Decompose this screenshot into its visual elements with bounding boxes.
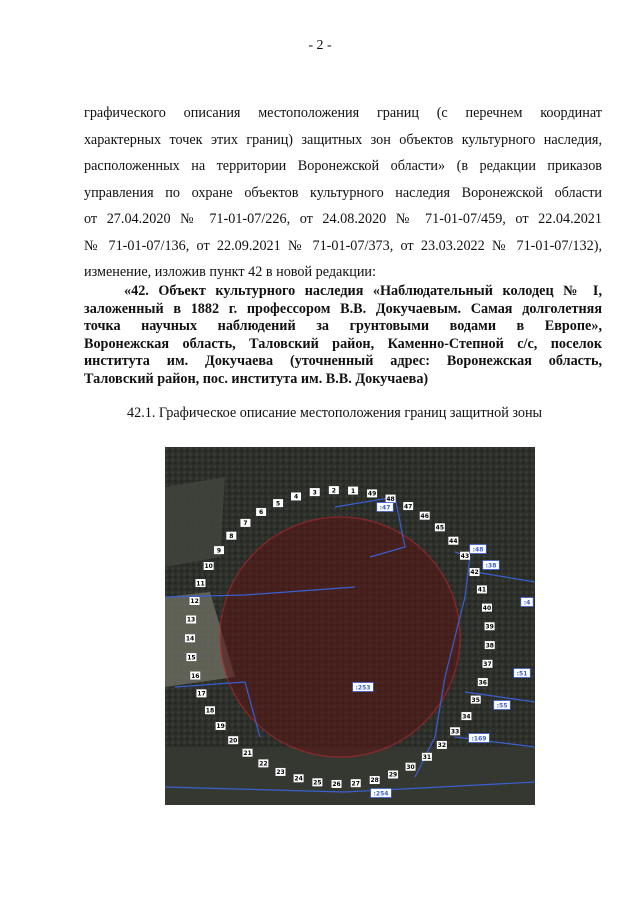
text-line: графического описания местоположения границ (с перечнем координат — [84, 105, 602, 121]
point-label — [310, 488, 320, 496]
point-label — [243, 749, 253, 757]
svg-text:38: 38 — [485, 642, 494, 650]
point-label — [460, 552, 470, 560]
text-line: расположенных на территории Воронежской области» (в редакции приказов — [84, 158, 602, 174]
svg-text:42: 42 — [470, 569, 479, 577]
svg-text::4: :4 — [523, 599, 531, 607]
svg-text:22: 22 — [259, 760, 268, 768]
point-label — [329, 486, 339, 494]
bold-line: Воронежская область, Таловский район, Каменно-Степной с/с, поселок — [84, 335, 602, 352]
parcel-tag — [371, 789, 392, 798]
svg-text:41: 41 — [477, 586, 487, 594]
point-label — [450, 727, 460, 735]
svg-text:7: 7 — [243, 520, 248, 528]
point-label — [482, 660, 492, 668]
svg-text::55: :55 — [496, 702, 508, 710]
svg-text::254: :254 — [373, 790, 389, 798]
point-label — [312, 778, 322, 786]
svg-text:34: 34 — [462, 713, 471, 721]
point-label — [256, 508, 266, 516]
svg-text:20: 20 — [229, 737, 238, 745]
bold-line: заложенный в 1882 г. профессором В.В. Докучаевым. Самая долголетняя — [84, 300, 602, 317]
svg-text::48: :48 — [472, 546, 484, 554]
point-label — [204, 562, 214, 570]
point-label — [240, 519, 250, 527]
bold-line: «42. Объект культурного наследия «Наблюдательный колодец № I, — [124, 283, 602, 299]
svg-text:14: 14 — [185, 635, 195, 643]
svg-text:30: 30 — [406, 763, 415, 771]
svg-text:25: 25 — [313, 779, 322, 787]
bold-line: института им. Докучаева (уточненный адрес: Воронежская область, — [84, 353, 602, 370]
point-label — [367, 489, 377, 497]
svg-text:16: 16 — [191, 672, 200, 680]
svg-text:31: 31 — [422, 754, 432, 762]
point-label — [422, 753, 432, 761]
point-label — [186, 653, 196, 661]
point-label — [291, 492, 301, 500]
point-label — [482, 604, 492, 612]
subheading: 42.1. Графическое описание местоположения границ защитной зоны — [127, 405, 543, 421]
point-label — [420, 512, 430, 520]
bold-line: Таловский район, пос. института им. В.В. Докучаева) — [84, 370, 429, 387]
text-line: изменение, изложив пункт 42 в новой редакции: — [84, 264, 376, 280]
satellite-map — [165, 447, 535, 805]
point-label — [403, 502, 413, 510]
point-label — [185, 634, 195, 642]
svg-text:32: 32 — [437, 742, 447, 750]
point-label — [273, 499, 283, 507]
svg-text:12: 12 — [190, 598, 199, 606]
svg-text:2: 2 — [331, 487, 336, 495]
point-label — [205, 706, 215, 714]
point-label — [294, 774, 304, 782]
svg-text:35: 35 — [471, 696, 480, 704]
point-label — [478, 678, 488, 686]
point-label — [258, 759, 268, 767]
svg-text:46: 46 — [420, 512, 429, 520]
point-label — [470, 568, 480, 576]
svg-text:45: 45 — [435, 524, 445, 532]
svg-text::51: :51 — [516, 670, 528, 678]
svg-text::253: :253 — [355, 684, 371, 692]
point-label — [195, 579, 205, 587]
parcel-tag — [514, 669, 531, 678]
svg-text:3: 3 — [312, 489, 317, 497]
svg-text:13: 13 — [186, 616, 196, 624]
point-label — [386, 495, 396, 503]
point-label — [190, 672, 200, 680]
svg-text:18: 18 — [205, 707, 215, 715]
parcel-tag — [483, 561, 500, 570]
point-label — [190, 597, 200, 605]
svg-text:39: 39 — [485, 623, 494, 631]
svg-text:44: 44 — [449, 537, 458, 545]
point-label — [437, 741, 447, 749]
point-label — [435, 523, 445, 531]
point-label — [388, 770, 398, 778]
svg-text::47: :47 — [379, 504, 391, 512]
svg-text:19: 19 — [216, 723, 225, 731]
bold-line: точка научных наблюдений за грунтовыми водами в Европе», — [84, 318, 602, 335]
svg-text:37: 37 — [483, 661, 492, 669]
parcel-tag — [470, 545, 487, 554]
svg-text:40: 40 — [482, 604, 492, 612]
point-label — [214, 546, 224, 554]
point-label — [406, 763, 416, 771]
text-line: № 71-01-07/136, от 22.09.2021 № 71-01-07/373, от 23.03.2022 № 71-01-07/132), — [84, 237, 602, 254]
svg-text:21: 21 — [243, 749, 252, 757]
svg-text::169: :169 — [471, 735, 487, 743]
svg-text:9: 9 — [216, 547, 222, 555]
object-title-bold — [84, 283, 602, 389]
point-label — [186, 616, 196, 624]
svg-text:5: 5 — [275, 500, 281, 508]
point-label — [216, 722, 226, 730]
svg-text::38: :38 — [485, 562, 497, 570]
svg-text:27: 27 — [351, 780, 360, 788]
point-label — [276, 768, 286, 776]
point-label — [348, 487, 358, 495]
point-label — [228, 736, 238, 744]
svg-text:26: 26 — [332, 781, 341, 789]
svg-text:15: 15 — [187, 654, 196, 662]
text-line: управления по охране объектов культурного наследия Воронежской области — [84, 184, 602, 201]
svg-text:33: 33 — [450, 728, 460, 736]
text-line: от 27.04.2020 № 71-01-07/226, от 24.08.2020 № 71-01-07/459, от 22.04.2021 — [84, 211, 602, 227]
map-svg — [165, 447, 535, 805]
point-label — [471, 696, 481, 704]
page-number: - 2 - — [308, 38, 332, 53]
parcel-tag — [521, 598, 533, 607]
svg-text:28: 28 — [370, 777, 379, 785]
point-label — [332, 780, 342, 788]
svg-text:1: 1 — [350, 487, 356, 495]
svg-text:47: 47 — [404, 503, 413, 511]
svg-text:48: 48 — [386, 495, 395, 503]
text-line: характерных точек этих границ) защитных зон объектов культурного наследия, — [84, 131, 602, 148]
svg-text:24: 24 — [294, 775, 303, 783]
parcel-tag — [494, 701, 511, 710]
svg-text:8: 8 — [229, 532, 234, 540]
point-label — [351, 779, 361, 787]
svg-text:43: 43 — [460, 552, 470, 560]
svg-text:23: 23 — [276, 769, 285, 777]
svg-text:6: 6 — [259, 509, 264, 517]
parcel-tag — [469, 734, 490, 743]
point-label — [196, 689, 206, 697]
point-label — [370, 776, 380, 784]
svg-text:49: 49 — [367, 490, 377, 498]
svg-text:17: 17 — [197, 690, 206, 698]
parcel-tag — [377, 503, 394, 512]
svg-text:11: 11 — [196, 580, 205, 588]
svg-text:36: 36 — [478, 679, 487, 687]
parcel-tag — [353, 683, 374, 692]
point-label — [461, 712, 471, 720]
svg-text:29: 29 — [388, 771, 398, 779]
intro-paragraph — [84, 100, 602, 286]
point-label — [448, 537, 458, 545]
svg-text:4: 4 — [293, 493, 299, 501]
point-label — [485, 641, 495, 649]
point-label — [477, 585, 487, 593]
svg-text:10: 10 — [204, 563, 213, 571]
point-label — [226, 532, 236, 540]
point-label — [485, 622, 495, 630]
